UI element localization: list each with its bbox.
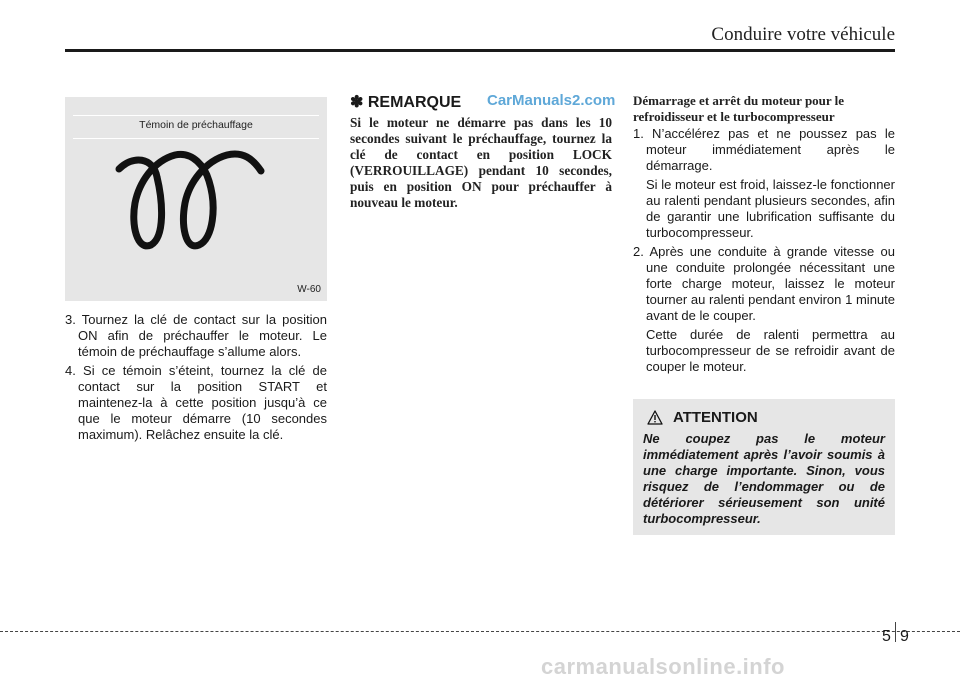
warning-triangle-icon	[647, 410, 663, 425]
turbo-step-2: 2. Après une conduite à grande vitesse ou une conduite prolongée nécessitant une forte charge moteur, laissez le moteur tourner au ralenti pendant environ 1 minute avant de le couper.	[633, 244, 895, 323]
page-number: 9	[900, 628, 909, 645]
attention-title: ATTENTION	[673, 409, 758, 426]
site-watermark: CarManuals2.com	[487, 92, 616, 109]
figure-code: W-60	[297, 284, 321, 295]
attention-body: Ne coupez pas le moteur immédiatement après l’avoir soumis à une charge importante. Sinon, vous risquez de l’endommager ou de détériorer sérieusement son unité turbocompresseur.	[643, 431, 885, 526]
attention-header	[647, 409, 758, 426]
turbo-section-title: Démarrage et arrêt du moteur pour le refroidisseur et le turbocompresseur	[633, 93, 845, 124]
section-title: Conduire votre véhicule	[711, 24, 895, 45]
indicator-figure	[65, 97, 327, 301]
turbo-step-1: 1. N’accélérez pas et ne poussez pas le moteur immédiatement après le démarrage.	[633, 126, 895, 173]
remark-heading: ✽ REMARQUE	[350, 94, 462, 111]
left-instructions	[65, 312, 327, 446]
footer-divider	[895, 622, 896, 642]
instruction-step-4: 4. Si ce témoin s’éteint, tournez la clé de contact sur la position START et maintenez-la à cette position jusqu’à ce que le moteur démarre (10 secondes maximum). Relâchez ensuite la clé.	[65, 363, 327, 442]
turbo-step-1-note: Si le moteur est froid, laissez-le fonctionner au ralenti pendant plusieurs secondes, afin de garantir une lubrification suffisante du turbocompresseur.	[646, 177, 895, 240]
remark-body: Si le moteur ne démarre pas dans les 10 secondes suivant le préchauffage, tournez la clé de contact en position LOCK (VERROUILLAGE) pendant 10 secondes, puis en position ON pour préchauffer à nouveau le moteur.	[350, 115, 612, 210]
chapter-number: 5	[882, 628, 891, 645]
header-rule	[65, 49, 895, 52]
attention-box	[633, 399, 895, 535]
footer-rule	[0, 631, 960, 632]
right-instructions	[633, 126, 895, 378]
turbo-step-2-note: Cette durée de ralenti permettra au turbocompresseur de se refroidir avant de couper le moteur.	[646, 327, 895, 374]
instruction-step-3: 3. Tournez la clé de contact sur la position ON afin de préchauffer le moteur. Le témoin de préchauffage s’allume alors.	[65, 312, 327, 359]
glow-plug-indicator-icon	[113, 147, 283, 257]
footer-watermark: carmanualsonline.info	[541, 654, 785, 679]
figure-caption: Témoin de préchauffage	[139, 119, 253, 131]
